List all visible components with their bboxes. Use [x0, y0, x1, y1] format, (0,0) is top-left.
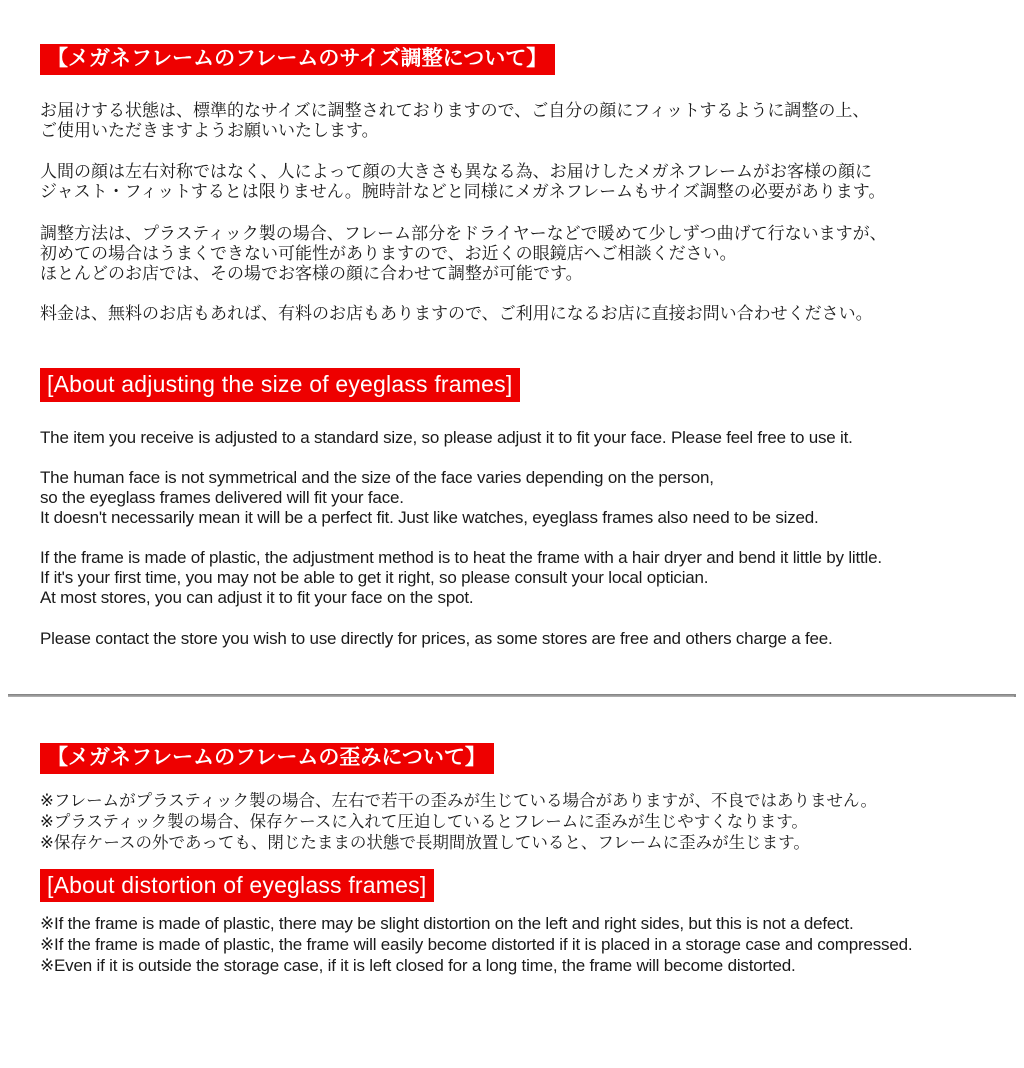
- distortion-heading-jp: 【メガネフレームのフレームの歪みについて】: [40, 743, 494, 774]
- distortion-notes-en: ※If the frame is made of plastic, there may be slight distortion on the left and right sides, but this is not a defect. ※If the frame is made of plastic, the frame will easily become distorted if it is placed in a storage case and compressed. ※Even if it is outside the storage case, if it is left closed for a long time, the frame will become distorted.: [40, 914, 913, 976]
- size-adjustment-section: [0, 44, 1024, 649]
- size-adjustment-paragraph-en-fees: Please contact the store you wish to use directly for prices, as some stores are free and others charge a fee.: [40, 628, 833, 648]
- size-adjustment-paragraph-jp-face-asymmetry: 人間の顔は左右対称ではなく、人によって顔の大きさも異なる為、お届けしたメガネフレームがお客様の顔に ジャスト・フィットするとは限りません。腕時計などと同様にメガネフレームもサイズ調整の必要があります。: [40, 162, 886, 202]
- size-adjustment-heading-en: [About adjusting the size of eyeglass frames]: [40, 368, 520, 401]
- size-adjustment-paragraph-en-method: If the frame is made of plastic, the adjustment method is to heat the frame with a hair dryer and bend it little by little. If it's your first time, you may not be able to get it right, so please consult your local optician. At most stores, you can adjust it to fit your face on the spot.: [40, 547, 882, 607]
- distortion-notes-jp: ※フレームがプラスティック製の場合、左右で若干の歪みが生じている場合がありますが、不良ではありません。 ※プラスティック製の場合、保存ケースに入れて圧迫しているとフレームに歪みが生じやすくなります。 ※保存ケースの外であっても、閉じたままの状態で長期間放置していると、フレームに歪みが生じます。: [40, 791, 878, 852]
- size-adjustment-paragraph-jp-method: 調整方法は、プラスティック製の場合、フレーム部分をドライヤーなどで暖めて少しずつ曲げて行ないますが、 初めての場合はうまくできない可能性がありますので、お近くの眼鏡店へご相談ください。 ほとんどのお店では、その場でお客様の顔に合わせて調整が可能です。: [40, 224, 887, 284]
- size-adjustment-paragraph-jp-fees: 料金は、無料のお店もあれば、有料のお店もありますので、ご利用になるお店に直接お問い合わせください。: [40, 304, 873, 324]
- size-adjustment-paragraph-jp-delivery: お届けする状態は、標準的なサイズに調整されておりますので、ご自分の顔にフィットするように調整の上、 ご使用いただきますようお願いいたします。: [40, 101, 870, 141]
- product-notice-page: [0, 44, 1024, 976]
- size-adjustment-heading-jp: 【メガネフレームのフレームのサイズ調整について】: [40, 44, 555, 75]
- distortion-heading-en: [About distortion of eyeglass frames]: [40, 869, 434, 902]
- distortion-section: [0, 743, 1024, 977]
- size-adjustment-paragraph-en-delivery: The item you receive is adjusted to a standard size, so please adjust it to fit your face. Please feel free to use it.: [40, 427, 853, 447]
- section-divider: [8, 694, 1016, 697]
- size-adjustment-paragraph-en-face-asymmetry: The human face is not symmetrical and the size of the face varies depending on the person, so the eyeglass frames delivered will fit your face. It doesn't necessarily mean it will be a perfect fit. Just like watches, eyeglass frames also need to be sized.: [40, 467, 819, 527]
